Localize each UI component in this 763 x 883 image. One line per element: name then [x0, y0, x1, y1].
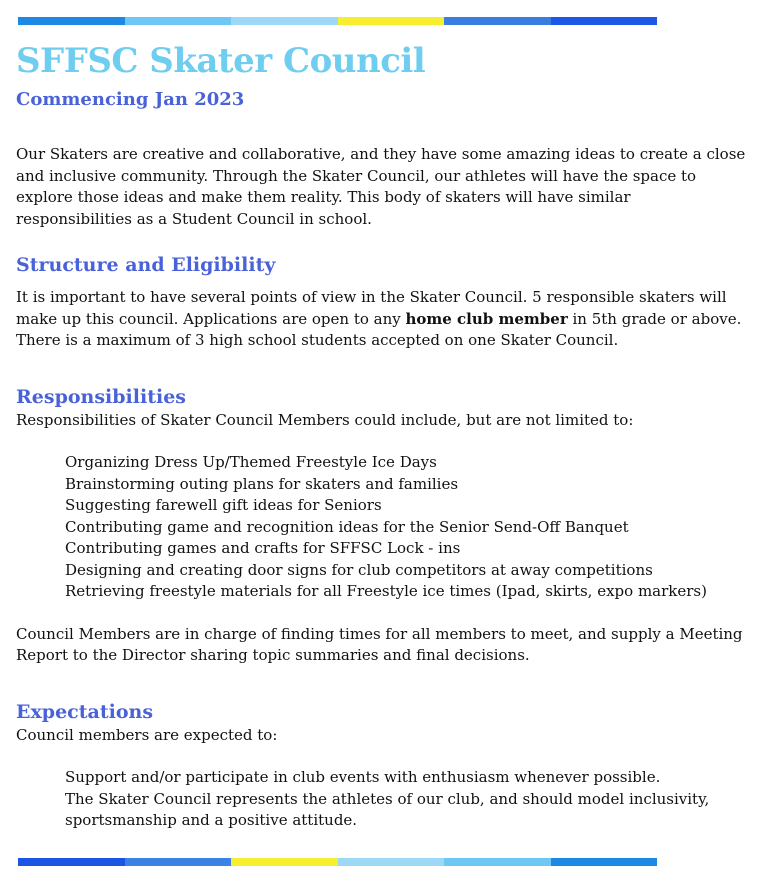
page-subtitle: Commencing Jan 2023: [16, 89, 245, 110]
bar-segment: [231, 17, 338, 25]
responsibilities-heading: Responsibilities: [16, 385, 186, 408]
bar-segment: [338, 858, 445, 866]
list-item: Designing and creating door signs for club competitors at away competitions: [65, 560, 653, 579]
expectations-heading: Expectations: [16, 700, 154, 723]
bar-segment: [18, 858, 125, 866]
bar-segment: [125, 17, 232, 25]
list-item: Suggesting farewell gift ideas for Seniors: [65, 496, 382, 514]
bar-segment: [18, 17, 125, 25]
list-item: Brainstorming outing plans for skaters and families: [65, 474, 459, 493]
structure-paragraph: [16, 287, 751, 352]
list-item: Retrieving freestyle materials for all Freestyle ice times (Ipad, skirts, expo markers): [65, 582, 707, 600]
page-title: SFFSC Skater Council: [16, 41, 426, 81]
expectations-intro: Council members are expected to:: [16, 725, 278, 744]
bar-segment: [444, 17, 551, 25]
structure-text-bold: home club member: [405, 309, 568, 328]
top-color-bar: [18, 17, 657, 25]
bar-segment: [551, 858, 658, 866]
structure-text-part2: in 5th grade or above.: [567, 309, 742, 328]
responsibilities-intro: Responsibilities of Skater Council Members could include, but are not limited to:: [16, 410, 634, 429]
structure-text-part1: It is important to have several points of view in the Skater Council. 5 responsible skaters will make up this council. Applications are open to any: [16, 288, 727, 328]
responsibilities-closing: Council Members are in charge of finding times for all members to meet, and supply a Meeting Report to the Director sharing topic summaries and final decisions.: [16, 624, 743, 664]
bar-segment: [125, 858, 232, 866]
bar-segment: [338, 17, 445, 25]
bar-segment: [551, 17, 658, 25]
document-body: [16, 40, 751, 832]
bar-segment: [444, 858, 551, 866]
expectations-list: [16, 767, 751, 832]
responsibilities-list: [16, 452, 751, 603]
bar-segment: [231, 858, 338, 866]
list-item: Contributing game and recognition ideas for the Senior Send-Off Banquet: [65, 517, 629, 536]
list-item: Organizing Dress Up/Themed Freestyle Ice Days: [65, 453, 437, 471]
structure-heading: Structure and Eligibility: [16, 254, 276, 276]
list-item: Contributing games and crafts for SFFSC Lock - ins: [65, 539, 461, 557]
list-item: Support and/or participate in club events with enthusiasm whenever possible.: [65, 768, 661, 786]
bottom-color-bar: [18, 858, 657, 866]
list-item: The Skater Council represents the athletes of our club, and should model inclusivity, sportsmanship and a positive attitude.: [65, 789, 710, 829]
intro-paragraph: Our Skaters are creative and collaborative, and they have some amazing ideas to create a close and inclusive community. Through the Skater Council, our athletes will have the space to explore those ideas and make them reality. This body of skaters will have similar responsibilities as a Student Council in school.: [16, 145, 746, 228]
structure-text-line2: There is a maximum of 3 high school students accepted on one Skater Council.: [16, 331, 619, 349]
